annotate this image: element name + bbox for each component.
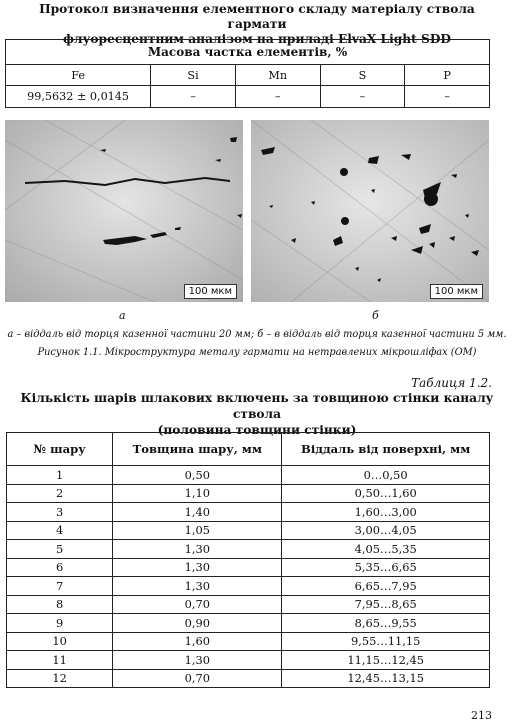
table-row (7, 632, 490, 651)
table-number: Таблиця 1.2. (411, 376, 492, 390)
layer-number-cell: 1 (7, 466, 113, 485)
table-row (7, 651, 490, 670)
table-title-line1: Кількість шарів шлакових включень за товщиною стінки каналу ствола (20, 391, 494, 421)
layer-number-cell: 2 (7, 484, 113, 503)
layer-number-cell: 9 (7, 614, 113, 633)
protocol-title-line1: Протокол визначення елементного складу матеріалу ствола гармати (39, 2, 475, 31)
figure-legend: а – віддаль від торця казенної частини 20 мм; б – в віддаль від торця казенної частини 5 мм. (7, 329, 507, 340)
layer-thickness-cell: 0,50 (113, 466, 282, 485)
table-row (7, 558, 490, 577)
layer-distance-cell: 1,60…3,00 (282, 503, 490, 522)
layer-distance-cell: 0,50…1,60 (282, 484, 490, 503)
layer-distance-cell: 8,65…9,55 (282, 614, 490, 633)
table-title-line2: (половина товщини стінки) (157, 423, 357, 437)
layer-thickness-cell: 1,60 (113, 632, 282, 651)
composition-value: – (405, 86, 490, 108)
composition-header: Mn (235, 65, 320, 86)
composition-header: P (405, 65, 490, 86)
layers-header-distance: Віддаль від поверхні, мм (282, 433, 490, 466)
micrograph-a (5, 120, 243, 302)
composition-header: Si (151, 65, 236, 86)
layer-thickness-cell: 1,05 (113, 521, 282, 540)
micrograph-b-image (251, 120, 489, 302)
layer-distance-cell: 0…0,50 (282, 466, 490, 485)
layer-distance-cell: 4,05…5,35 (282, 540, 490, 559)
layer-distance-cell: 11,15…12,45 (282, 651, 490, 670)
table-title (20, 390, 494, 438)
layer-distance-cell: 6,65…7,95 (282, 577, 490, 596)
figure-caption: Рисунок 1.1. Мікроструктура металу гармати на нетравлених мікрошліфах (ОМ) (37, 347, 477, 358)
layer-distance-cell: 12,45…13,15 (282, 669, 490, 688)
layer-number-cell: 12 (7, 669, 113, 688)
table-row (7, 577, 490, 596)
layer-distance-cell: 3,00…4,05 (282, 521, 490, 540)
layer-distance-cell: 9,55…11,15 (282, 632, 490, 651)
layer-number-cell: 6 (7, 558, 113, 577)
layers-header-thickness: Товщина шару, мм (113, 433, 282, 466)
layer-number-cell: 10 (7, 632, 113, 651)
layers-table (6, 432, 490, 688)
layer-number-cell: 8 (7, 595, 113, 614)
panel-label-a: а (119, 309, 126, 322)
composition-header: S (320, 65, 405, 86)
layer-thickness-cell: 0,70 (113, 669, 282, 688)
table-row (7, 521, 490, 540)
layer-number-cell: 4 (7, 521, 113, 540)
layer-thickness-cell: 0,70 (113, 595, 282, 614)
scale-bar-b: 100 мкм (430, 284, 483, 299)
layers-table-body (7, 466, 490, 688)
table-row (7, 503, 490, 522)
layer-distance-cell: 7,95…8,65 (282, 595, 490, 614)
layer-thickness-cell: 1,30 (113, 577, 282, 596)
layer-thickness-cell: 0,90 (113, 614, 282, 633)
table-row (7, 540, 490, 559)
composition-caption: Масова частка елементів, % (6, 40, 490, 65)
table-row (7, 669, 490, 688)
layer-thickness-cell: 1,40 (113, 503, 282, 522)
micrograph-a-image (5, 120, 243, 302)
page-number: 213 (471, 709, 492, 722)
composition-header: Fe (6, 65, 151, 86)
layer-thickness-cell: 1,30 (113, 540, 282, 559)
composition-value: – (235, 86, 320, 108)
protocol-title-line2: флуоресцентним аналізом на приладі ElvaX Light SDD (63, 32, 451, 46)
table-row (7, 595, 490, 614)
micrograph-b (251, 120, 489, 302)
table-row (7, 614, 490, 633)
layer-number-cell: 5 (7, 540, 113, 559)
table-row (7, 466, 490, 485)
panel-label-b: б (372, 309, 379, 322)
composition-value: – (320, 86, 405, 108)
layer-thickness-cell: 1,30 (113, 558, 282, 577)
layers-header-layer: № шару (7, 433, 113, 466)
composition-value: 99,5632 ± 0,0145 (6, 86, 151, 108)
layer-number-cell: 7 (7, 577, 113, 596)
layer-distance-cell: 5,35…6,65 (282, 558, 490, 577)
layer-number-cell: 11 (7, 651, 113, 670)
scale-bar-a: 100 мкм (184, 284, 237, 299)
layer-number-cell: 3 (7, 503, 113, 522)
layer-thickness-cell: 1,10 (113, 484, 282, 503)
composition-value: – (151, 86, 236, 108)
layer-thickness-cell: 1,30 (113, 651, 282, 670)
table-row (7, 484, 490, 503)
composition-table (5, 39, 490, 108)
